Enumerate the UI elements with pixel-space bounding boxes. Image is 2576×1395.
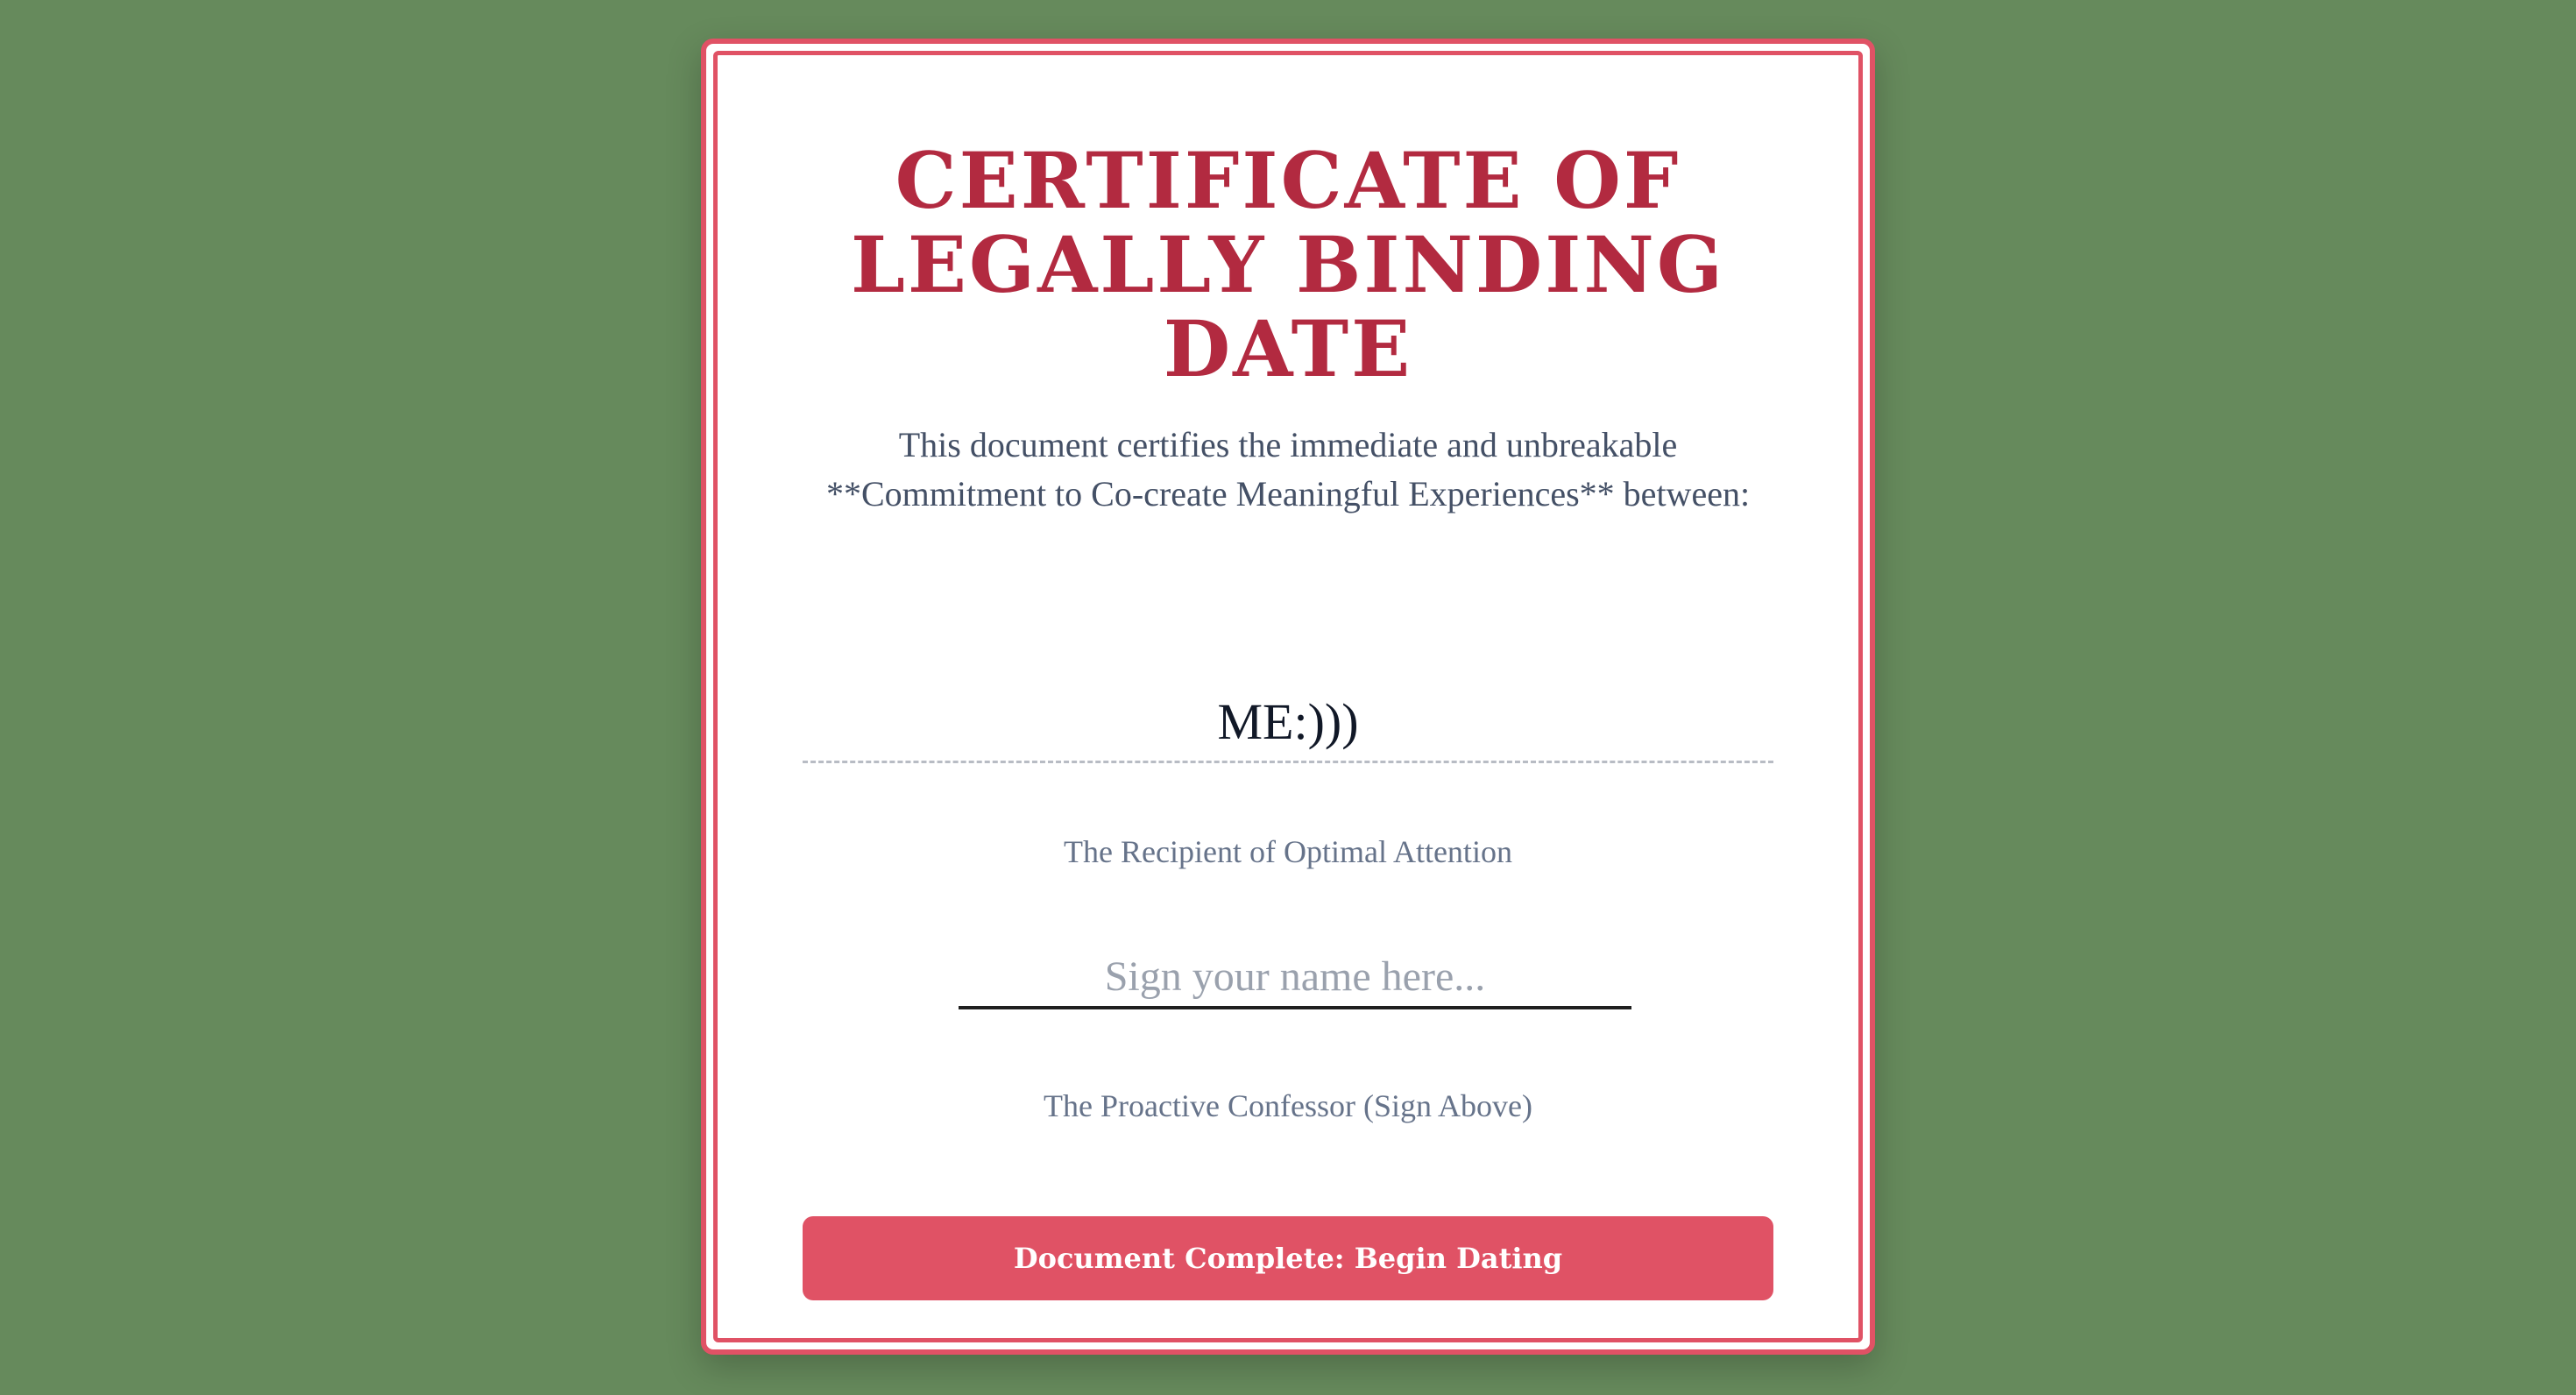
- certificate-intro-text: This document certifies the immediate and unbreakable **Commitment to Co-create Meaningful Experiences** between:: [825, 425, 1751, 513]
- signature-input[interactable]: [959, 946, 1631, 1009]
- recipient-name: ME:))): [803, 685, 1773, 763]
- certificate-title: CERTIFICATE OF LEGALLY BINDING DATE: [850, 135, 1725, 394]
- confessor-label: The Proactive Confessor (Sign Above): [1044, 1088, 1532, 1123]
- certificate-card: [701, 39, 1875, 1355]
- certificate-content: [803, 44, 1773, 1349]
- recipient-label: The Recipient of Optimal Attention: [1064, 834, 1512, 869]
- begin-dating-button[interactable]: Document Complete: Begin Dating: [803, 1216, 1773, 1300]
